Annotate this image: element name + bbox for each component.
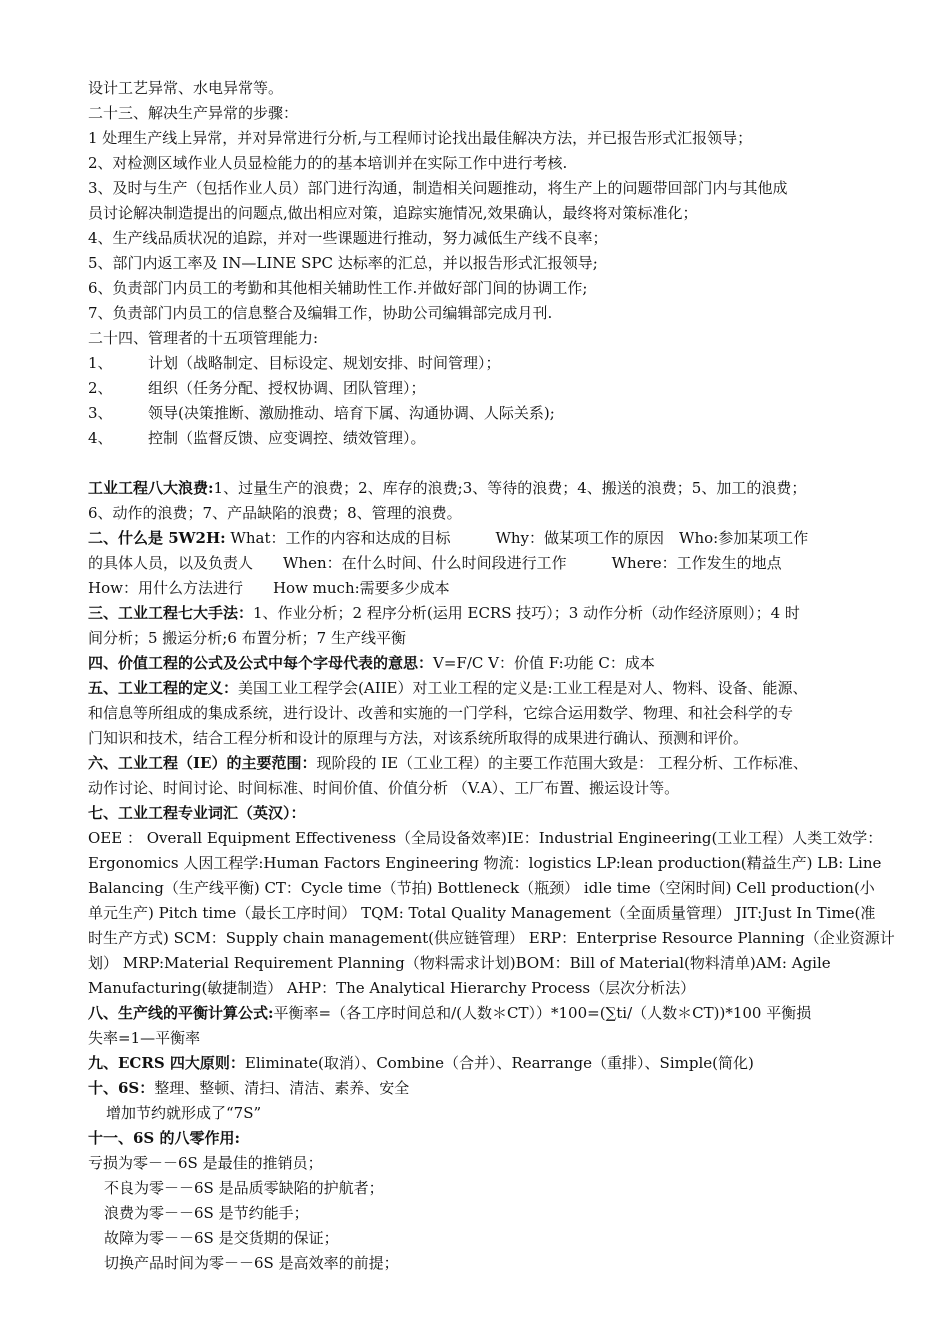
definition-label: 五、工业工程的定义： <box>88 679 239 697</box>
vocabulary-line: 时生产方式) SCM：Supply chain management(供应链管理） ERP：Enterprise Resource Planning（企业资源计 <box>88 929 895 947</box>
list-item: 3、及时与生产（包括作业人员）部门进行沟通，制造相关问题推动，将生产上的问题带回部门内与其他成 <box>88 179 788 197</box>
scope-line-2: 动作讨论、时间讨论、时间标准、时间价值、价值分析 （V.A）、工厂布置、搬运设计等。 <box>88 779 680 797</box>
list-item <box>88 378 426 400</box>
vocabulary-line: Ergonomics 人因工程学:Human Factors Engineering 物流：logistics LP:lean production(精益生产) LB: Line <box>88 854 882 872</box>
item-number: 4、 <box>88 429 113 447</box>
intro-line: 设计工艺异常、水电异常等。 <box>88 79 284 97</box>
5w2h-line-3: How：用什么方法进行 How much:需要多少成本 <box>88 579 450 597</box>
balance-line-2: 失率=1—平衡率 <box>88 1029 201 1047</box>
item-number: 1、 <box>88 354 113 372</box>
vocabulary-line: Balancing（生产线平衡) CT：Cycle time（节拍) Bottleneck（瓶颈） idle time（空闲时间) Cell production(小 <box>88 879 875 897</box>
item-number: 2、 <box>88 379 113 397</box>
seven-methods-label: 三、工业工程七大手法： <box>88 604 254 622</box>
value-engineering-line <box>88 653 655 675</box>
list-item <box>88 428 426 450</box>
definition-text: 美国工业工程学会(AIIE）对工业工程的定义是:工业工程是对人、物料、设备、能源、 <box>238 679 808 697</box>
5w2h-line-2: 的具体人员，以及负责人 When：在什么时间、什么时间段进行工作 Where：工作发生的地点 <box>88 554 782 572</box>
list-item: 浪费为零－－6S 是节约能手； <box>104 1204 309 1222</box>
item-text: 组织（任务分配、授权协调、团队管理）； <box>148 379 426 397</box>
item-text: 控制（监督反馈、应变调控、绩效管理）。 <box>148 429 426 447</box>
list-item <box>88 353 501 375</box>
5w2h-text: What：工作的内容和达成的目标 Why：做某项工作的原因 Who:参加某项工作 <box>225 529 809 547</box>
list-item: 不良为零－－6S 是品质零缺陷的护航者； <box>104 1179 384 1197</box>
list-item: 4、生产线品质状况的追踪，并对一些课题进行推动，努力减低生产线不良率； <box>88 229 608 247</box>
scope-line <box>88 753 808 775</box>
vocabulary-line: 划） MRP:Material Requirement Planning（物料需求计划)BOM：Bill of Material(物料清单)AM: Agile <box>88 954 831 972</box>
vocabulary-line: OEE ： Overall Equipment Effectiveness（全局设备效率)IE：Industrial Engineering(工业工程）人类工效学： <box>88 829 883 847</box>
vocabulary-heading <box>88 803 306 825</box>
list-item: 亏损为零－－6S 是最佳的推销员； <box>88 1154 323 1172</box>
list-item: 切换产品时间为零－－6S 是高效率的前提； <box>104 1254 399 1272</box>
definition-line-3: 门知识和技术，结合工程分析和设计的原理与方法，对该系统所取得的成果进行确认、预测和评价。 <box>88 729 749 747</box>
ecrs-text: Eliminate(取消）、Combine（合并）、Rearrange（重排）、Simple(简化) <box>244 1054 754 1072</box>
seven-methods-text: 1、作业分析；2 程序分析(运用 ECRS 技巧）；3 动作分析（动作经济原则）；4 时 <box>253 604 800 622</box>
list-item: 员讨论解决制造提出的问题点,做出相应对策，追踪实施情况,效果确认，最终将对策标准化； <box>88 204 698 222</box>
definition-line <box>88 678 808 700</box>
list-item: 6、负责部门内员工的考勤和其他相关辅助性工作.并做好部门间的协调工作; <box>88 279 588 297</box>
waste-line-2: 6、动作的浪费；7、产品缺陷的浪费；8、管理的浪费。 <box>88 504 462 522</box>
6s-label: 十、6S： <box>88 1079 155 1097</box>
balance-label: 八、生产线的平衡计算公式: <box>88 1004 274 1022</box>
7s-line: 增加节约就形成了“7S” <box>106 1104 262 1122</box>
list-item <box>88 403 555 425</box>
eight-zero-heading <box>88 1128 240 1150</box>
list-item: 7、负责部门内员工的信息整合及编辑工作，协助公司编辑部完成月刊. <box>88 304 553 322</box>
scope-text: 现阶段的 IE（工业工程）的主要工作范围大致是： 工程分析、工作标准、 <box>316 754 808 772</box>
balance-line <box>88 1003 811 1025</box>
vocabulary-line: 单元生产) Pitch time（最长工序时间） TQM: Total Quality Management（全面质量管理） JIT:Just In Time(准 <box>88 904 876 922</box>
list-item: 5、部门内返工率及 IN—LINE SPC 达标率的汇总，并以报告形式汇报领导; <box>88 254 598 272</box>
definition-line-2: 和信息等所组成的集成系统，进行设计、改善和实施的一门学科，它综合运用数学、物理、和社会科学的专 <box>88 704 794 722</box>
section-23-heading: 二十三、解决生产异常的步骤： <box>88 104 299 122</box>
5w2h-line <box>88 528 808 550</box>
item-text: 领导(决策推断、激励推动、培育下属、沟通协调、人际关系); <box>148 404 555 422</box>
waste-label: 工业工程八大浪费: <box>88 479 214 497</box>
list-item: 1 处理生产线上异常，并对异常进行分析,与工程师讨论找出最佳解决方法，并已报告形式汇报领导； <box>88 129 753 147</box>
item-number: 3、 <box>88 404 113 422</box>
waste-line <box>88 478 806 500</box>
vocabulary-line: Manufacturing(敏捷制造） AHP：The Analytical Hierarchy Process（层次分析法） <box>88 979 696 997</box>
6s-text: 整理、整顿、清扫、清洁、素养、安全 <box>154 1079 410 1097</box>
balance-formula: 平衡率=（各工序时间总和/(人数＊CT））*100=(∑ti/（人数＊CT))*100 平衡损 <box>273 1004 812 1022</box>
ecrs-line <box>88 1053 754 1075</box>
value-engineering-label: 四、价值工程的公式及公式中每个字母代表的意思： <box>88 654 434 672</box>
5w2h-label: 二、什么是 5W2H: <box>88 529 226 547</box>
waste-text: 1、过量生产的浪费；2、库存的浪费;3、等待的浪费；4、搬送的浪费；5、加工的浪费； <box>213 479 807 497</box>
eight-zero-label: 十一、6S 的八零作用: <box>88 1129 241 1147</box>
seven-methods-line-2: 间分析；5 搬运分析;6 布置分析；7 生产线平衡 <box>88 629 406 647</box>
value-engineering-text: V=F/C V：价值 F:功能 C：成本 <box>433 654 655 672</box>
scope-label: 六、工业工程（IE）的主要范围： <box>88 754 317 772</box>
item-text: 计划（战略制定、目标设定、规划安排、时间管理）； <box>148 354 501 372</box>
section-24-heading: 二十四、管理者的十五项管理能力: <box>88 329 319 347</box>
ecrs-label: 九、ECRS 四大原则： <box>88 1054 245 1072</box>
vocabulary-label: 七、工业工程专业词汇（英汉）： <box>88 804 306 822</box>
list-item: 故障为零－－6S 是交货期的保证； <box>104 1229 339 1247</box>
list-item: 2、对检测区域作业人员显检能力的的基本培训并在实际工作中进行考核. <box>88 154 568 172</box>
seven-methods-line <box>88 603 800 625</box>
6s-line <box>88 1078 409 1100</box>
